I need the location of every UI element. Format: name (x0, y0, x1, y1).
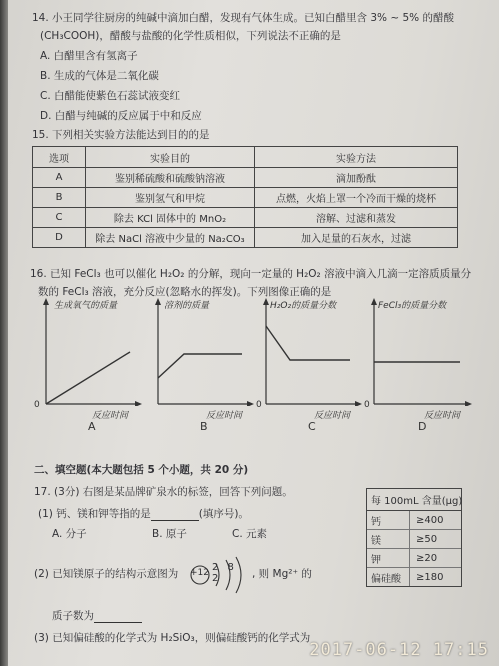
answer-blank[interactable] (151, 510, 199, 521)
x-axis-arrow (355, 401, 362, 406)
table-row (33, 188, 458, 208)
label-row (367, 511, 461, 530)
q17-part1-suffix: (填序号)。 (198, 508, 249, 520)
electron-counts: 2 8 2 (212, 562, 237, 584)
q17-part1-option-c: C. 元素 (232, 528, 268, 540)
table-cell-goal: 鉴别氢气和甲烷 (86, 188, 255, 208)
graph-d-xlabel: 反应时间 (424, 411, 461, 421)
label-key: 偏硅酸 (367, 568, 410, 586)
table-cell-goal: 除去 NaCl 溶液中少量的 Na₂CO₃ (86, 228, 255, 248)
label-row (367, 568, 461, 586)
page-edge-shadow (0, 0, 8, 666)
graph-a-curve (46, 352, 130, 404)
q17-part3: (3) 已知偏硅酸的化学式为 H₂SiO₃，则偏硅酸钙的化学式为 (34, 632, 311, 644)
graph-c-origin: 0 (256, 400, 262, 410)
label-key: 钾 (367, 549, 410, 567)
label-key: 镁 (367, 530, 410, 548)
table-cell-option: C (33, 208, 86, 228)
graph-c-letter: C (308, 420, 316, 433)
graph-c-ylabel: H₂O₂的质量分数 (270, 301, 337, 311)
graph-b-curve (158, 354, 242, 378)
q17-part1-option-b: B. 原子 (152, 528, 187, 540)
q15-stem: 15. 下列相关实验方法能达到目的的是 (32, 129, 210, 141)
table-header-option: 选项 (33, 147, 86, 168)
q15-table (32, 146, 458, 248)
graph-b (148, 296, 258, 433)
table-cell-option: A (33, 168, 86, 188)
y-axis-arrow (263, 298, 269, 305)
label-value: ≥20 (416, 552, 438, 564)
table-header-goal: 实验目的 (86, 147, 255, 168)
y-axis-arrow (371, 298, 377, 305)
mineral-water-label (366, 488, 462, 587)
graph-d-plot (364, 296, 476, 406)
table-cell-method: 溶解、过滤和蒸发 (255, 208, 458, 228)
q14-option-b: B. 生成的气体是二氧化碳 (40, 70, 159, 82)
q14-stem-line1: 14. 小王同学往厨房的纯碱中滴加白醋，发现有气体生成。已知白醋里含 3% ~ 5% 的醋酸 (32, 12, 454, 24)
graph-a-plot (34, 296, 144, 406)
graph-d-letter: D (418, 420, 427, 433)
q16-stem-line2: 数的 FeCl₃ 溶液，充分反应(忽略水的挥发)。下列图像正确的是 (38, 286, 332, 298)
label-row (367, 549, 461, 568)
table-cell-method: 滴加酚酞 (255, 168, 458, 188)
q14-option-c: C. 白醋能使紫色石蕊试液变红 (40, 90, 181, 102)
graph-c (256, 296, 366, 433)
graph-a-xlabel: 反应时间 (92, 411, 129, 421)
table-cell-goal: 除去 KCl 固体中的 MnO₂ (86, 208, 255, 228)
atom-structure-diagram (188, 554, 252, 600)
label-header: 每 100mL 含量(μg) (367, 489, 461, 511)
graph-b-xlabel: 反应时间 (206, 411, 243, 421)
graph-a-ylabel: 生成氧气的质量 (54, 301, 118, 311)
q17-part1-text: (1) 钙、镁和钾等指的是 (38, 508, 151, 520)
graph-c-xlabel: 反应时间 (314, 411, 351, 421)
table-header-row (33, 147, 458, 168)
graph-b-ylabel: 溶剂的质量 (164, 301, 210, 311)
table-cell-option: D (33, 228, 86, 248)
q17-part2-line2 (52, 610, 142, 623)
graph-d-ylabel: FeCl₃的质量分数 (378, 301, 447, 311)
q17-stem: 17. (3分) 右图是某品牌矿泉水的标签，回答下列问题。 (34, 486, 293, 498)
label-row (367, 530, 461, 549)
table-header-method: 实验方法 (255, 147, 458, 168)
table-cell-method: 点燃，火焰上罩一个冷而干燥的烧杯 (255, 188, 458, 208)
table-row (33, 208, 458, 228)
table-cell-goal: 鉴别稀硫酸和硫酸钠溶液 (86, 168, 255, 188)
graph-a-origin: 0 (34, 400, 40, 410)
table-cell-method: 加入足量的石灰水，过滤 (255, 228, 458, 248)
y-axis-arrow (155, 298, 161, 305)
answer-blank[interactable] (94, 612, 142, 623)
q14-stem-line2: (CH₃COOH)，醋酸与盐酸的化学性质相似，下列说法不正确的是 (40, 30, 341, 42)
label-key: 钙 (367, 511, 410, 529)
label-value: ≥180 (416, 571, 444, 583)
x-axis-arrow (135, 401, 142, 406)
graph-a (34, 296, 144, 433)
graph-a-letter: A (88, 420, 96, 433)
q17-part2-suffix: , 则 Mg²⁺ 的 (252, 568, 312, 580)
table-row (33, 228, 458, 248)
x-axis-arrow (247, 401, 254, 406)
q17-part1-option-a: A. 分子 (52, 528, 87, 540)
x-axis-arrow (465, 401, 472, 406)
q17-part2-text: (2) 已知镁原子的结构示意图为 (34, 568, 179, 580)
q17-part2-line2-text: 质子数为 (52, 610, 94, 622)
graph-c-curve (266, 326, 350, 360)
graph-b-letter: B (200, 420, 208, 433)
graph-d (364, 296, 476, 433)
q14-option-a: A. 白醋里含有氢离子 (40, 50, 138, 62)
label-value: ≥400 (416, 514, 444, 526)
q17-part1 (38, 508, 249, 521)
graph-b-plot (148, 296, 258, 406)
nucleus-charge: +12 (190, 568, 209, 578)
q14-option-d: D. 白醋与纯碱的反应属于中和反应 (40, 110, 202, 122)
graph-c-plot (256, 296, 366, 406)
q16-stem-line1: 16. 已知 FeCl₃ 也可以催化 H₂O₂ 的分解，现向一定量的 H₂O₂ 溶液中滴入几滴一定溶质质量分 (30, 268, 472, 280)
table-row (33, 168, 458, 188)
label-value: ≥50 (416, 533, 438, 545)
table-cell-option: B (33, 188, 86, 208)
photo-timestamp: 2017-06-12 17:15 (309, 640, 489, 660)
section-title: 二、填空题(本大题包括 5 个小题，共 20 分) (34, 464, 249, 476)
graph-d-origin: 0 (364, 400, 370, 410)
y-axis-arrow (43, 298, 49, 305)
